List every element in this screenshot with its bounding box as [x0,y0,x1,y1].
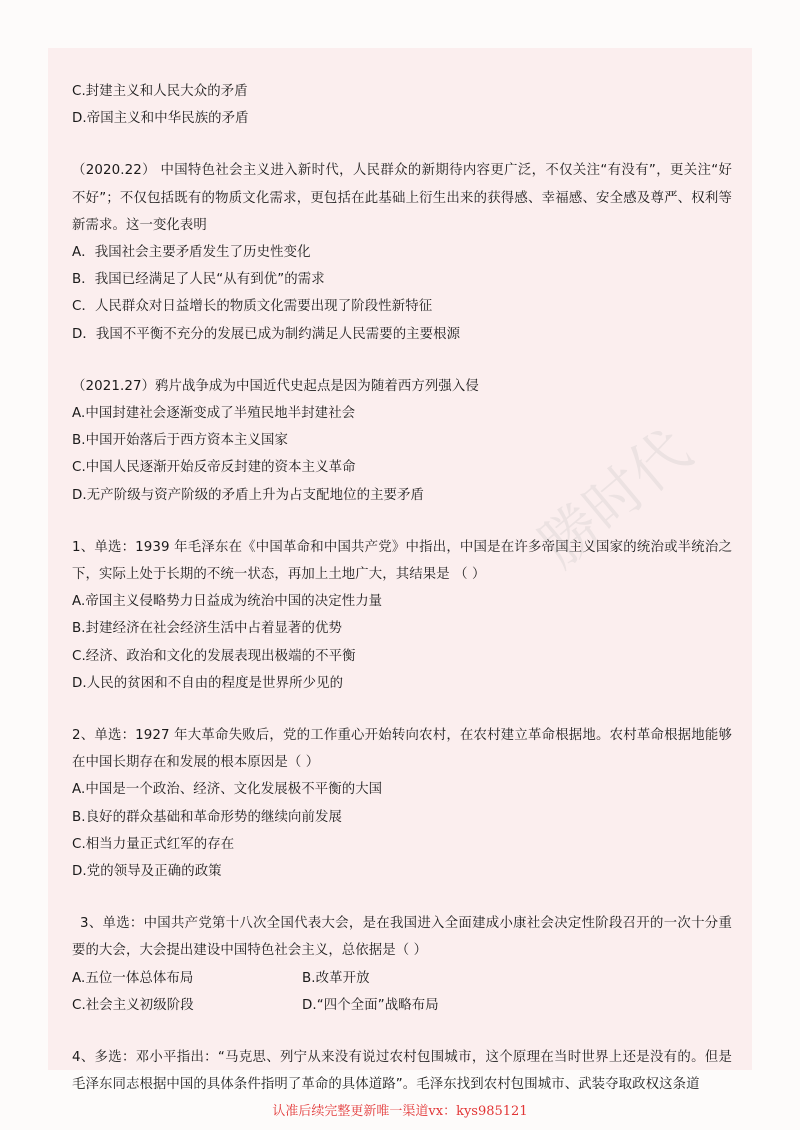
option-a: A.帝国主义侵略势力日益成为统治中国的决定性力量 [72,594,383,610]
option-d: D.无产阶级与资产阶级的矛盾上升为占支配地位的主要矛盾 [72,487,425,503]
question-stem: 2、单选：1927 年大革命失败后，党的工作重心开始转向农村，在农村建立革命根据地。农村革命根据地能够在中国长期存在和发展的根本原因是（ ） [72,728,732,771]
option-d: D.人民的贫困和不自由的程度是世界所少见的 [72,675,344,691]
question-3 [72,910,732,1019]
option-c: C.经济、政治和文化的发展表现出极端的不平衡 [72,648,356,664]
question-stem: 3、单选：中国共产党第十八次全国代表大会，是在我国进入全面建成小康社会决定性阶段召开的一次十分重要的大会，大会提出建设中国特色社会主义，总依据是（ ） [72,916,732,959]
document-page [48,48,752,1093]
option-b: B.良好的群众基础和革命形势的继续向前发展 [72,809,342,825]
option-c: C.相当力量正式红军的存在 [72,836,235,852]
options-grid [72,965,732,1019]
option-d: D.“四个全面”战略布局 [302,997,439,1013]
option-b: B.封建经济在社会经济生活中占着显著的优势 [72,621,342,637]
question-1 [72,534,732,697]
option-b: B．我国已经满足了人民“从有到优”的需求 [72,272,325,288]
option-c: C．人民群众对日益增长的物质文化需要出现了阶段性新特征 [72,299,433,315]
document-content [72,78,732,1099]
option-d: D．我国不平衡不充分的发展已成为制约满足人民需要的主要根源 [72,326,461,342]
option-a: A.五位一体总体布局 [72,970,194,986]
option-d: D.党的领导及正确的政策 [72,864,222,880]
option-text: C.封建主义和人民大众的矛盾 [72,84,248,99]
question-stem: 1、单选：1939 年毛泽东在《中国革命和中国共产党》中指出，中国是在许多帝国主义国家的统治或半统治之下，实际上处于长期的不统一状态，再加上土地广大，其结果是 （ ） [72,539,732,583]
question-4 [72,1044,732,1098]
question-2020-22 [72,157,732,347]
watermark-text: 勝时代 [526,416,704,581]
footer-contact-text: 认准后续完整更新唯一渠道vx：kys985121 [272,1104,528,1119]
option-a: A．我国社会主要矛盾发生了历史性变化 [72,245,311,261]
option-a: A.中国是一个政治、经济、文化发展极不平衡的大国 [72,782,383,798]
question-stem: （2021.27）鸦片战争成为中国近代史起点是因为随着西方列强入侵 [72,378,479,394]
option-b: B.中国开始落后于西方资本主义国家 [72,433,289,449]
option-a: A.中国封建社会逐渐变成了半殖民地半封建社会 [72,406,356,422]
question-stem: 4、多选：邓小平指出：“马克思、列宁从来没有说过农村包围城市，这个原理在当时世界上还是没有的。但是毛泽东同志根据中国的具体条件指明了革命的具体道路”。毛泽东找到农村包围城市、武装夺取政权这条道 [72,1050,732,1093]
option-c: C.中国人民逐渐开始反帝反封建的资本主义革命 [72,460,356,476]
option-b: B.改革开放 [302,970,370,986]
option-c: C.社会主义初级阶段 [72,997,194,1013]
question-2021-27 [72,373,732,509]
question-2 [72,722,732,885]
option-text: D.帝国主义和中华民族的矛盾 [72,111,249,127]
question-stem: （2020.22） 中国特色社会主义进入新时代，人民群众的新期待内容更广泛，不仅关注“有没有”，更关注“好不好”；不仅包括既有的物质文化需求，更包括在此基础上衍生出来的获得感、幸福感、安全感及尊严、权利等新需求。这一变化表明 [72,163,732,233]
